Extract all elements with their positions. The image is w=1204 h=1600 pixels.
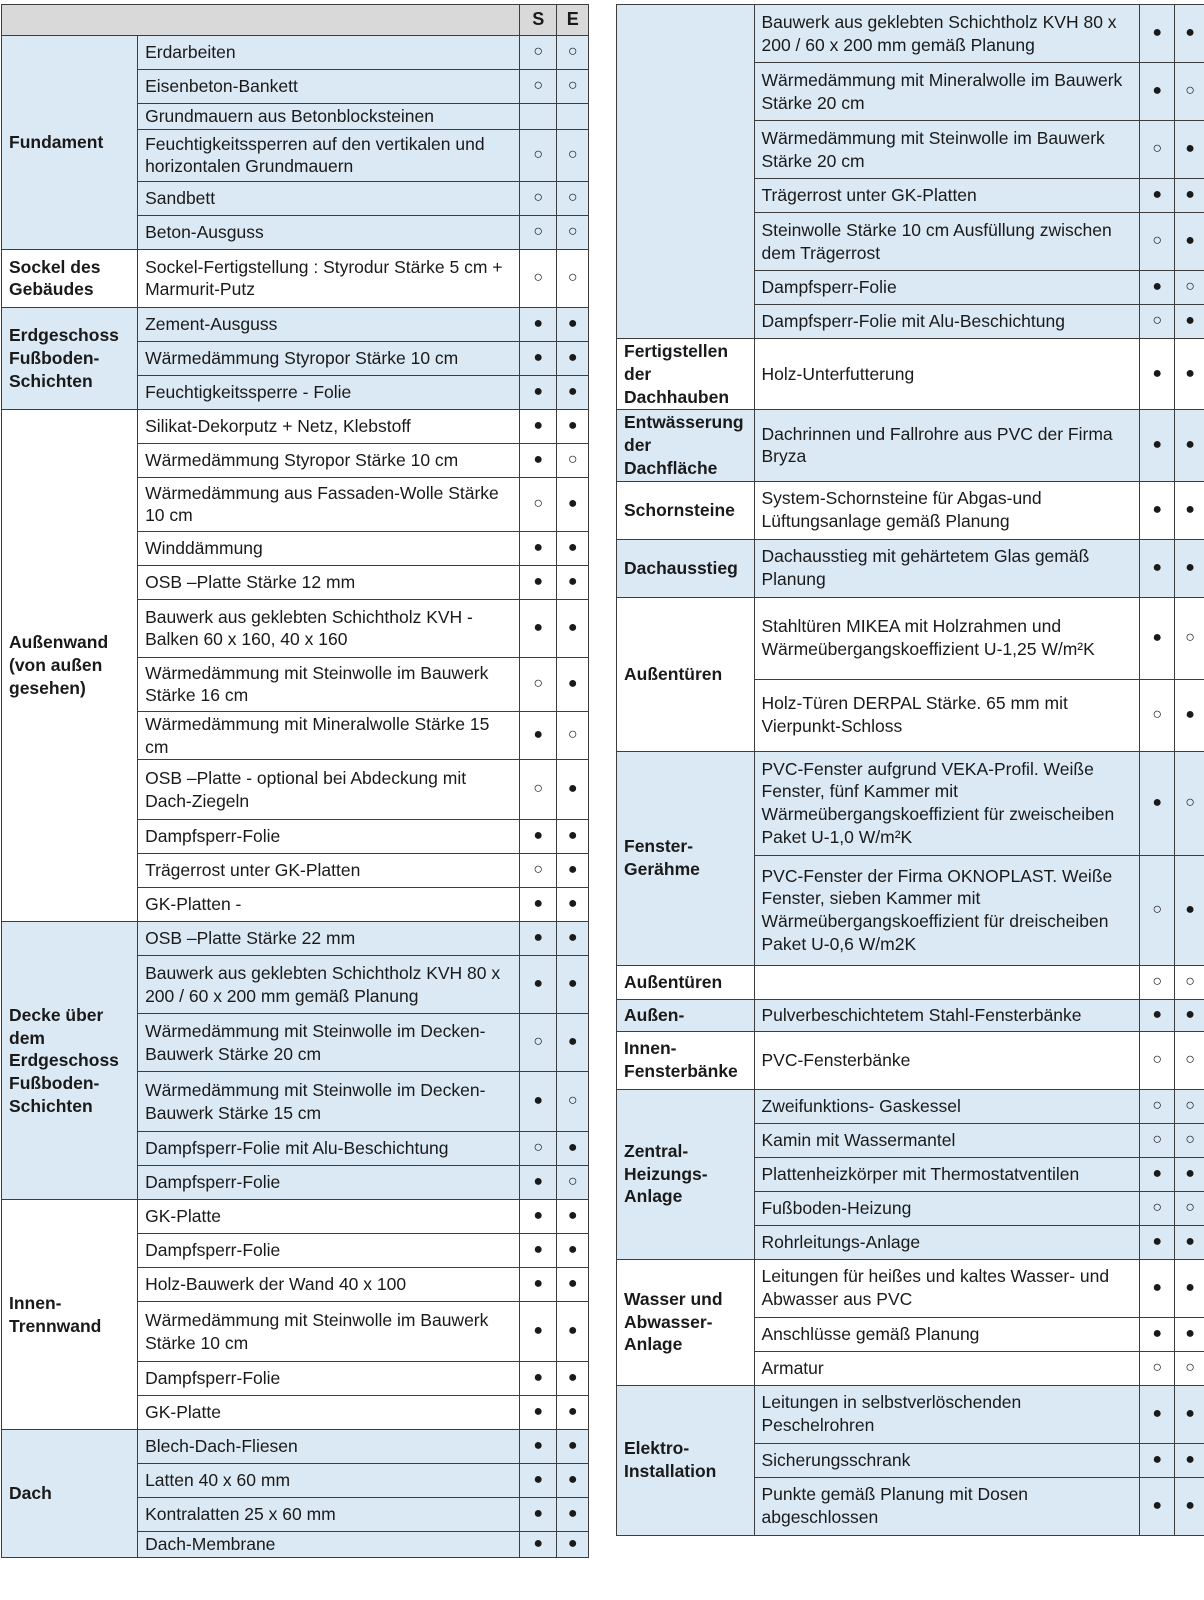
mark-s: ● (519, 888, 557, 922)
item-cell: Feuchtigkeitssperren auf den vertikalen und horizontalen Grundmauern (138, 129, 520, 181)
category-cell: Decke über dem Erdgeschoss Fußboden-Schichten (2, 922, 138, 1200)
mark-e: ○ (557, 249, 589, 307)
mark-e: ○ (1175, 965, 1204, 999)
mark-s: ○ (1140, 1191, 1175, 1225)
mark-s: ○ (519, 1132, 557, 1166)
item-cell: Wärmedämmung mit Steinwolle im Decken-Bauwerk Stärke 20 cm (138, 1014, 520, 1072)
item-cell: Pulverbeschichtetem Stahl-Fensterbänke (754, 999, 1140, 1031)
mark-e: ● (557, 922, 589, 956)
item-cell: OSB –Platte Stärke 12 mm (138, 565, 520, 599)
mark-e: ● (1175, 5, 1204, 63)
table-row (617, 410, 1204, 481)
mark-s: ● (1140, 1157, 1175, 1191)
mark-s: ○ (519, 36, 557, 70)
item-cell: Dampfsperr-Folie (754, 271, 1140, 305)
mark-e: ● (557, 1014, 589, 1072)
item-cell: Dampfsperr-Folie mit Alu-Beschichtung (754, 305, 1140, 339)
item-cell: PVC-Fenster aufgrund VEKA-Profil. Weiße Fenster, fünf Kammer mit Wärmeübergangskoeffizient für zweischeiben Paket U-1,0 W/m²K (754, 751, 1140, 855)
category-cell: Sockel des Gebäudes (2, 249, 138, 307)
mark-e: ● (557, 888, 589, 922)
mark-e: ● (557, 1396, 589, 1430)
item-cell: Dampfsperr-Folie (138, 1234, 520, 1268)
mark-s: ○ (1140, 1351, 1175, 1385)
item-cell: Wärmedämmung mit Steinwolle im Decken-Bauwerk Stärke 15 cm (138, 1072, 520, 1132)
mark-e: ● (1175, 679, 1204, 751)
mark-e: ● (1175, 410, 1204, 481)
table-row (617, 1031, 1204, 1089)
table-row (617, 1385, 1204, 1443)
item-cell: Plattenheizkörper mit Thermostatventilen (754, 1157, 1140, 1191)
item-cell: Wärmedämmung aus Fassaden-Wolle Stärke 10 cm (138, 477, 520, 531)
mark-s: ● (1140, 63, 1175, 121)
mark-s: ○ (1140, 855, 1175, 965)
mark-s: ○ (519, 760, 557, 820)
mark-s: ● (519, 443, 557, 477)
item-cell: Fußboden-Heizung (754, 1191, 1140, 1225)
mark-e: ● (1175, 481, 1204, 539)
item-cell: Zement-Ausguss (138, 307, 520, 341)
mark-e: ○ (1175, 597, 1204, 679)
table-row (2, 922, 589, 956)
mark-s: ○ (519, 657, 557, 711)
mark-e: ○ (557, 443, 589, 477)
mark-s: ● (1140, 179, 1175, 213)
mark-s: ○ (1140, 679, 1175, 751)
mark-s: ● (1140, 1385, 1175, 1443)
item-cell: Erdarbeiten (138, 36, 520, 70)
mark-s: ○ (519, 1014, 557, 1072)
item-cell: Holz-Bauwerk der Wand 40 x 100 (138, 1268, 520, 1302)
mark-e: ● (557, 1302, 589, 1362)
mark-e: ● (557, 820, 589, 854)
mark-e: ● (1175, 1157, 1204, 1191)
category-cell: Erdgeschoss Fußboden-Schichten (2, 307, 138, 409)
mark-s: ○ (519, 477, 557, 531)
item-cell: Bauwerk aus geklebten Schichtholz KVH 80 x 200 / 60 x 200 mm gemäß Planung (138, 956, 520, 1014)
mark-s: ● (1140, 1443, 1175, 1477)
mark-e: ○ (1175, 1089, 1204, 1123)
mark-s: ● (519, 409, 557, 443)
mark-s: ○ (1140, 213, 1175, 271)
item-cell: Zweifunktions- Gaskessel (754, 1089, 1140, 1123)
mark-e: ● (557, 1200, 589, 1234)
header-e: E (557, 5, 589, 36)
item-cell: Dampfsperr-Folie (138, 1362, 520, 1396)
item-cell: PVC-Fenster der Firma OKNOPLAST. Weiße Fenster, sieben Kammer mit Wärmeübergangskoeffizient für dreischeiben Paket U-0,6 W/m2K (754, 855, 1140, 965)
category-cell: Außentüren (617, 965, 755, 999)
item-cell: Eisenbeton-Bankett (138, 70, 520, 104)
mark-e: ● (1175, 999, 1204, 1031)
item-cell: Wärmedämmung mit Steinwolle im Bauwerk Stärke 16 cm (138, 657, 520, 711)
mark-s: ● (519, 1072, 557, 1132)
item-cell: Sandbett (138, 181, 520, 215)
mark-s: ● (519, 1362, 557, 1396)
mark-e: ● (1175, 855, 1204, 965)
mark-e: ● (557, 409, 589, 443)
header-blank-cell (2, 5, 520, 36)
item-cell: Steinwolle Stärke 10 cm Ausfüllung zwischen dem Trägerrost (754, 213, 1140, 271)
category-cell: Dachausstieg (617, 539, 755, 597)
spec-table-left (1, 4, 589, 1558)
item-cell: Trägerrost unter GK-Platten (754, 179, 1140, 213)
item-cell: Bauwerk aus geklebten Schichtholz KVH - Balken 60 x 160, 40 x 160 (138, 599, 520, 657)
mark-s: ○ (519, 181, 557, 215)
mark-s: ● (519, 531, 557, 565)
item-cell: PVC-Fensterbänke (754, 1031, 1140, 1089)
mark-e: ● (1175, 339, 1204, 410)
mark-e: ● (1175, 1259, 1204, 1317)
mark-s: ○ (1140, 965, 1175, 999)
mark-e: ○ (557, 70, 589, 104)
item-cell: Dampfsperr-Folie mit Alu-Beschichtung (138, 1132, 520, 1166)
mark-e: ● (1175, 179, 1204, 213)
mark-s: ● (519, 1302, 557, 1362)
mark-s: ○ (1140, 1031, 1175, 1089)
mark-e: ○ (557, 36, 589, 70)
mark-s: ● (1140, 481, 1175, 539)
table-row (617, 5, 1204, 63)
category-cell: Dach (2, 1430, 138, 1558)
item-cell: Latten 40 x 60 mm (138, 1464, 520, 1498)
mark-e: ● (557, 854, 589, 888)
mark-e: ● (1175, 1317, 1204, 1351)
mark-e: ● (557, 1234, 589, 1268)
mark-e: ○ (557, 129, 589, 181)
item-cell: Silikat-Dekorputz + Netz, Klebstoff (138, 409, 520, 443)
category-cell: Außentüren (617, 597, 755, 751)
item-cell: Dachrinnen und Fallrohre aus PVC der Firma Bryza (754, 410, 1140, 481)
mark-e: ● (557, 956, 589, 1014)
mark-s: ● (519, 1396, 557, 1430)
item-cell: Dampfsperr-Folie (138, 1166, 520, 1200)
mark-s: ● (1140, 271, 1175, 305)
mark-e: ○ (557, 215, 589, 249)
mark-e: ○ (1175, 271, 1204, 305)
mark-s: ○ (1140, 1123, 1175, 1157)
mark-e: ● (557, 1532, 589, 1558)
mark-s: ● (519, 375, 557, 409)
mark-e: ○ (557, 181, 589, 215)
table-row (617, 339, 1204, 410)
item-cell: Blech-Dach-Fliesen (138, 1430, 520, 1464)
item-cell: Feuchtigkeitssperre - Folie (138, 375, 520, 409)
mark-e: ○ (1175, 1351, 1204, 1385)
mark-s: ● (519, 341, 557, 375)
item-cell: Sicherungsschrank (754, 1443, 1140, 1477)
mark-e: ○ (1175, 1031, 1204, 1089)
item-cell: Kontralatten 25 x 60 mm (138, 1498, 520, 1532)
mark-e: ● (557, 1464, 589, 1498)
mark-s: ● (519, 820, 557, 854)
table-row (617, 1089, 1204, 1123)
mark-s: ○ (1140, 305, 1175, 339)
category-cell: Elektro-Installation (617, 1385, 755, 1535)
mark-e: ○ (1175, 63, 1204, 121)
table-row (617, 999, 1204, 1031)
mark-e: ● (557, 1268, 589, 1302)
mark-s: ● (519, 956, 557, 1014)
mark-e: ● (1175, 1443, 1204, 1477)
mark-e: ● (557, 531, 589, 565)
table-row (617, 1259, 1204, 1317)
mark-s: ● (1140, 597, 1175, 679)
item-cell: System-Schornsteine für Abgas-und Lüftungsanlage gemäß Planung (754, 481, 1140, 539)
mark-e (557, 104, 589, 130)
mark-s: ● (519, 922, 557, 956)
table-row (617, 597, 1204, 679)
spec-table-right (616, 4, 1204, 1536)
item-cell: Beton-Ausguss (138, 215, 520, 249)
item-cell (754, 965, 1140, 999)
category-cell: Schornsteine (617, 481, 755, 539)
mark-e: ● (557, 760, 589, 820)
mark-e: ● (1175, 213, 1204, 271)
item-cell: Kamin mit Wassermantel (754, 1123, 1140, 1157)
mark-e: ● (1175, 121, 1204, 179)
item-cell: GK-Platte (138, 1396, 520, 1430)
table-row (617, 965, 1204, 999)
item-cell: Dachausstieg mit gehärtetem Glas gemäß Planung (754, 539, 1140, 597)
item-cell: Leitungen für heißes und kaltes Wasser- und Abwasser aus PVC (754, 1259, 1140, 1317)
item-cell: Punkte gemäß Planung mit Dosen abgeschlossen (754, 1477, 1140, 1535)
item-cell: Armatur (754, 1351, 1140, 1385)
item-cell: Rohrleitungs-Anlage (754, 1225, 1140, 1259)
mark-s: ● (519, 1430, 557, 1464)
mark-s: ○ (519, 215, 557, 249)
mark-s: ● (1140, 339, 1175, 410)
category-cell: Fundament (2, 36, 138, 250)
mark-e: ● (1175, 1225, 1204, 1259)
mark-s: ● (519, 1532, 557, 1558)
item-cell: Sockel-Fertigstellung : Styrodur Stärke 5 cm + Marmurit-Putz (138, 249, 520, 307)
header-row (2, 5, 589, 36)
mark-e: ● (1175, 305, 1204, 339)
mark-e: ● (557, 341, 589, 375)
mark-e: ● (557, 307, 589, 341)
item-cell: Wärmedämmung mit Steinwolle im Bauwerk Stärke 20 cm (754, 121, 1140, 179)
mark-s: ● (519, 1268, 557, 1302)
mark-s: ● (519, 565, 557, 599)
mark-e: ● (557, 599, 589, 657)
item-cell: Holz-Unterfutterung (754, 339, 1140, 410)
mark-s: ● (1140, 539, 1175, 597)
category-cell: Außenwand (von außen gesehen) (2, 409, 138, 922)
mark-e: ● (557, 477, 589, 531)
mark-s: ● (1140, 410, 1175, 481)
mark-e: ● (1175, 1385, 1204, 1443)
mark-s: ● (1140, 1477, 1175, 1535)
mark-e: ○ (557, 1166, 589, 1200)
table-row (2, 409, 589, 443)
item-cell: Grundmauern aus Betonblocksteinen (138, 104, 520, 130)
mark-s (519, 104, 557, 130)
mark-e: ○ (1175, 1191, 1204, 1225)
category-cell: Fertigstellen der Dachhauben (617, 339, 755, 410)
mark-s: ○ (519, 249, 557, 307)
mark-e: ○ (557, 1072, 589, 1132)
item-cell: GK-Platten - (138, 888, 520, 922)
table-row (617, 751, 1204, 855)
category-cell: Innen-Trennwand (2, 1200, 138, 1430)
mark-e: ● (557, 1132, 589, 1166)
mark-s: ● (519, 711, 557, 760)
item-cell: OSB –Platte - optional bei Abdeckung mit Dach-Ziegeln (138, 760, 520, 820)
category-cell (617, 5, 755, 339)
mark-s: ● (519, 1166, 557, 1200)
table-row (2, 1430, 589, 1464)
item-cell: Trägerrost unter GK-Platten (138, 854, 520, 888)
item-cell: GK-Platte (138, 1200, 520, 1234)
mark-e: ● (557, 1362, 589, 1396)
category-cell: Fenster-Gerähme (617, 751, 755, 965)
table-row (2, 1200, 589, 1234)
mark-e: ● (557, 565, 589, 599)
mark-s: ● (519, 599, 557, 657)
mark-s: ● (1140, 5, 1175, 63)
item-cell: Bauwerk aus geklebten Schichtholz KVH 80 x 200 / 60 x 200 mm gemäß Planung (754, 5, 1140, 63)
item-cell: Stahltüren MIKEA mit Holzrahmen und Wärmeübergangskoeffizient U-1,25 W/m²K (754, 597, 1140, 679)
mark-s: ● (1140, 1259, 1175, 1317)
item-cell: Dampfsperr-Folie (138, 820, 520, 854)
item-cell: Winddämmung (138, 531, 520, 565)
category-cell: Außen- (617, 999, 755, 1031)
item-cell: Wärmedämmung mit Mineralwolle Stärke 15 cm (138, 711, 520, 760)
mark-s: ● (1140, 1225, 1175, 1259)
item-cell: Wärmedämmung mit Mineralwolle im Bauwerk Stärke 20 cm (754, 63, 1140, 121)
mark-s: ● (519, 307, 557, 341)
item-cell: Dach-Membrane (138, 1532, 520, 1558)
mark-e: ○ (1175, 751, 1204, 855)
table-row (2, 36, 589, 70)
mark-e: ● (1175, 1477, 1204, 1535)
table-row (617, 481, 1204, 539)
mark-s: ● (519, 1234, 557, 1268)
mark-e: ● (557, 657, 589, 711)
mark-e: ○ (557, 711, 589, 760)
mark-s: ● (1140, 1317, 1175, 1351)
mark-s: ○ (1140, 1089, 1175, 1123)
item-cell: Holz-Türen DERPAL Stärke. 65 mm mit Vierpunkt-Schloss (754, 679, 1140, 751)
mark-e: ● (557, 375, 589, 409)
mark-e: ● (1175, 539, 1204, 597)
category-cell: Wasser und Abwasser-Anlage (617, 1259, 755, 1385)
mark-s: ● (1140, 751, 1175, 855)
item-cell: Wärmedämmung mit Steinwolle im Bauwerk Stärke 10 cm (138, 1302, 520, 1362)
mark-s: ● (1140, 999, 1175, 1031)
header-s: S (519, 5, 557, 36)
mark-e: ● (557, 1498, 589, 1532)
category-cell: Zentral-Heizungs-Anlage (617, 1089, 755, 1259)
mark-e: ● (557, 1430, 589, 1464)
item-cell: Wärmedämmung Styropor Stärke 10 cm (138, 443, 520, 477)
item-cell: OSB –Platte Stärke 22 mm (138, 922, 520, 956)
mark-s: ○ (519, 854, 557, 888)
category-cell: Entwässerung der Dachfläche (617, 410, 755, 481)
item-cell: Wärmedämmung Styropor Stärke 10 cm (138, 341, 520, 375)
table-row (2, 307, 589, 341)
mark-s: ● (519, 1200, 557, 1234)
mark-s: ● (519, 1464, 557, 1498)
item-cell: Anschlüsse gemäß Planung (754, 1317, 1140, 1351)
mark-s: ○ (1140, 121, 1175, 179)
category-cell: Innen-Fensterbänke (617, 1031, 755, 1089)
mark-s: ○ (519, 129, 557, 181)
table-row (617, 539, 1204, 597)
table-row (2, 249, 589, 307)
mark-s: ● (519, 1498, 557, 1532)
item-cell: Leitungen in selbstverlöschenden Peschelrohren (754, 1385, 1140, 1443)
mark-s: ○ (519, 70, 557, 104)
mark-e: ○ (1175, 1123, 1204, 1157)
